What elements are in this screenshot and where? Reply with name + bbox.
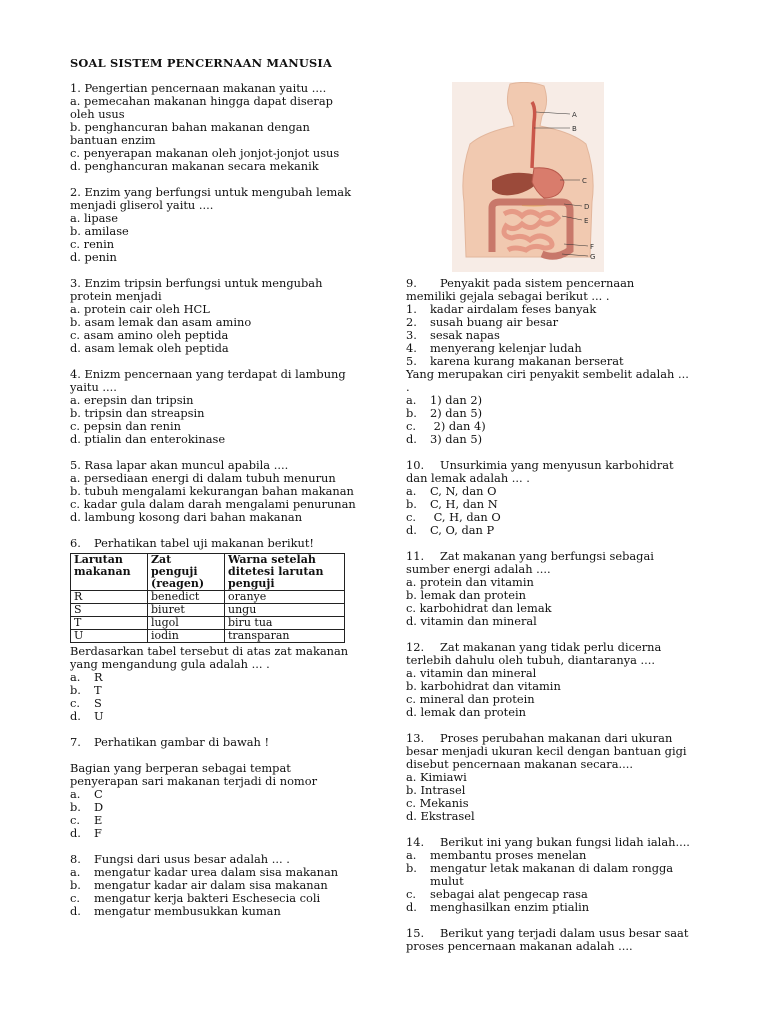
option xyxy=(406,901,716,914)
question-text: Berdasarkan tabel tersebut di atas zat makanan xyxy=(70,644,349,658)
option: d. vitamin dan mineral xyxy=(406,614,537,628)
question-15 xyxy=(406,927,716,953)
table-cell: biuret xyxy=(148,604,225,617)
option: d. lambung kosong dari bahan makanan xyxy=(70,510,303,524)
question-number: 8. xyxy=(70,852,81,866)
option-text: C xyxy=(94,787,103,801)
option xyxy=(70,905,370,918)
option xyxy=(406,433,716,446)
option-text: C, H, dan N xyxy=(430,497,498,511)
option: c. renin xyxy=(70,237,115,251)
question-number: 6. xyxy=(70,536,81,550)
question-stem: 4. Enizm pencernaan yang terdapat di lambung xyxy=(70,367,346,381)
option: b. tripsin dan streapsin xyxy=(70,406,205,420)
table-cell: U xyxy=(71,630,148,643)
option-letter: b. xyxy=(406,861,417,875)
option-letter: b. xyxy=(70,878,81,892)
option: oleh usus xyxy=(70,107,125,121)
option-text: mengatur kadar urea dalam sisa makanan xyxy=(94,865,339,879)
table-cell: transparan xyxy=(225,630,345,643)
figure-label-d: D xyxy=(584,203,590,211)
option: a. protein dan vitamin xyxy=(406,575,534,589)
question-text: Unsurkimia yang menyusun karbohidrat xyxy=(440,458,674,472)
table-cell: oranye xyxy=(225,591,345,604)
option xyxy=(70,697,370,710)
item-number: 4. xyxy=(406,341,417,355)
digestive-system-figure xyxy=(452,82,604,272)
item-number: 1. xyxy=(406,302,417,316)
table-cell: S xyxy=(71,604,148,617)
option: d. penin xyxy=(70,250,117,264)
option-text: mulut xyxy=(430,874,464,888)
question-stem: protein menjadi xyxy=(70,289,162,303)
option: d. ptialin dan enterokinase xyxy=(70,432,226,446)
option-text: F xyxy=(94,826,102,840)
option xyxy=(406,524,716,537)
option-letter: b. xyxy=(70,800,81,814)
question-text: Zat makanan yang berfungsi sebagai xyxy=(440,549,654,563)
question-4 xyxy=(70,368,370,446)
figure-label-c: C xyxy=(582,177,587,185)
question-text: Bagian yang berperan sebagai tempat xyxy=(70,761,291,775)
option-letter: c. xyxy=(406,510,417,524)
option: c. penyerapan makanan oleh jonjot-jonjot usus xyxy=(70,146,340,160)
question-6 xyxy=(70,537,370,723)
question-14 xyxy=(406,836,716,914)
option-text: C, H, dan O xyxy=(430,510,501,524)
option-letter: a. xyxy=(70,670,81,684)
option-letter: a. xyxy=(406,393,417,407)
option-text: R xyxy=(94,670,103,684)
question-stem xyxy=(70,537,370,550)
food-test-table xyxy=(70,553,345,643)
option-text: U xyxy=(94,709,104,723)
question-2 xyxy=(70,186,370,264)
figure-label-e: E xyxy=(584,217,589,225)
option: a. persediaan energi di dalam tubuh menurun xyxy=(70,471,336,485)
option: b. penghancuran bahan makanan dengan xyxy=(70,120,310,134)
option: a. protein cair oleh HCL xyxy=(70,302,210,316)
option-letter: d. xyxy=(70,826,81,840)
option-text: C, O, dan P xyxy=(430,523,495,537)
option: b. lemak dan protein xyxy=(406,588,526,602)
option-text: E xyxy=(94,813,103,827)
option-letter: a. xyxy=(70,787,81,801)
question-text: Berikut ini yang bukan fungsi lidah ialah.... xyxy=(440,835,690,849)
option-letter: d. xyxy=(70,904,81,918)
option: c. asam amino oleh peptida xyxy=(70,328,229,342)
question-text: besar menjadi ukuran kecil dengan bantuan gigi xyxy=(406,744,687,758)
option-letter: c. xyxy=(70,813,81,827)
option xyxy=(70,801,370,814)
option-text: mengatur kadar air dalam sisa makanan xyxy=(94,878,328,892)
question-10 xyxy=(406,459,716,537)
digestive-system-illustration xyxy=(452,82,604,272)
option xyxy=(70,788,370,801)
question-8 xyxy=(70,853,370,918)
option: a. vitamin dan mineral xyxy=(406,666,537,680)
question-text: Perhatikan tabel uji makanan berikut! xyxy=(94,536,315,550)
option-letter: c. xyxy=(70,696,81,710)
option-text: S xyxy=(94,696,102,710)
left-column xyxy=(70,82,370,931)
item-text: menyerang kelenjar ludah xyxy=(430,341,582,355)
option-text: 2) dan 4) xyxy=(430,419,486,433)
option-text: membantu proses menelan xyxy=(430,848,587,862)
option-letter: c. xyxy=(70,891,81,905)
option-letter: d. xyxy=(406,900,417,914)
question-number: 7. xyxy=(70,735,81,749)
item-number: 5. xyxy=(406,354,417,368)
question-5 xyxy=(70,459,370,524)
option-letter: d. xyxy=(406,523,417,537)
option-letter: c. xyxy=(406,887,417,901)
question-3 xyxy=(70,277,370,355)
question-number: 14. xyxy=(406,835,425,849)
option-letter: b. xyxy=(406,497,417,511)
option: d. lemak dan protein xyxy=(406,705,526,719)
option: c. kadar gula dalam darah mengalami penurunan xyxy=(70,497,356,511)
option: b. karbohidrat dan vitamin xyxy=(406,679,561,693)
option xyxy=(70,814,370,827)
question-12 xyxy=(406,641,716,719)
item-text: karena kurang makanan berserat xyxy=(430,354,624,368)
question-stem xyxy=(70,736,370,749)
question-stem: 2. Enzim yang berfungsi untuk mengubah lemak xyxy=(70,185,351,199)
question-text: Yang merupakan ciri penyakit sembelit adalah ... xyxy=(406,367,689,381)
option-letter: a. xyxy=(406,848,417,862)
option-letter: d. xyxy=(70,709,81,723)
table-header-row xyxy=(71,554,345,591)
table-row xyxy=(71,630,345,643)
question-number: 13. xyxy=(406,731,425,745)
option-letter: b. xyxy=(406,406,417,420)
figure-label-g: G xyxy=(590,253,596,261)
option: a. lipase xyxy=(70,211,118,225)
option: b. tubuh mengalami kekurangan bahan makanan xyxy=(70,484,354,498)
question-11 xyxy=(406,550,716,628)
option: d. Ekstrasel xyxy=(406,809,475,823)
option: b. Intrasel xyxy=(406,783,466,797)
table-cell: T xyxy=(71,617,148,630)
option-text: sebagai alat pengecap rasa xyxy=(430,887,588,901)
question-text: Berikut yang terjadi dalam usus besar saat xyxy=(440,926,689,940)
option: d. penghancuran makanan secara mekanik xyxy=(70,159,319,173)
option xyxy=(70,710,370,723)
item-text: susah buang air besar xyxy=(430,315,559,329)
table-row xyxy=(71,591,345,604)
question-text: Proses perubahan makanan dari ukuran xyxy=(440,731,673,745)
option-text: T xyxy=(94,683,102,697)
question-1 xyxy=(70,82,370,173)
item-number: 2. xyxy=(406,315,417,329)
option-text: 1) dan 2) xyxy=(430,393,483,407)
question-number: 11. xyxy=(406,549,425,563)
table-header: Zat penguji (reagen) xyxy=(148,554,225,591)
table-row xyxy=(71,617,345,630)
question-text: . xyxy=(406,380,410,394)
option-text: 2) dan 5) xyxy=(430,406,483,420)
question-text: Zat makanan yang tidak perlu dicerna xyxy=(440,640,662,654)
option-text: menghasilkan enzim ptialin xyxy=(430,900,590,914)
option-letter: a. xyxy=(406,484,417,498)
question-7 xyxy=(70,736,370,840)
table-cell: lugol xyxy=(148,617,225,630)
question-number: 9. xyxy=(406,276,417,290)
question-text: sumber energi adalah .... xyxy=(406,562,551,576)
question-text: disebut pencernaan makanan secara.... xyxy=(406,757,634,771)
option-text: mengatur membusukkan kuman xyxy=(94,904,281,918)
option: b. asam lemak dan asam amino xyxy=(70,315,252,329)
option xyxy=(70,671,370,684)
table-header: Larutan makanan xyxy=(71,554,148,591)
question-stem: menjadi gliserol yaitu .... xyxy=(70,198,214,212)
question-number: 10. xyxy=(406,458,425,472)
question-text: penyerapan sari makanan terjadi di nomor xyxy=(70,774,318,788)
question-stem: 5. Rasa lapar akan muncul apabila .... xyxy=(70,458,289,472)
question-stem: yaitu .... xyxy=(70,380,117,394)
question-number: 12. xyxy=(406,640,425,654)
figure-label-b: B xyxy=(572,125,577,133)
question-text: proses pencernaan makanan adalah .... xyxy=(406,939,633,953)
option: a. pemecahan makanan hingga dapat diserap xyxy=(70,94,333,108)
option: d. asam lemak oleh peptida xyxy=(70,341,229,355)
question-9 xyxy=(406,277,716,446)
question-text: yang mengandung gula adalah ... . xyxy=(70,657,270,671)
right-column xyxy=(406,277,716,966)
question-13 xyxy=(406,732,716,823)
option-letter: a. xyxy=(70,865,81,879)
option-text: mengatur letak makanan di dalam rongga xyxy=(430,861,674,875)
table-cell: benedict xyxy=(148,591,225,604)
option-text: mengatur kerja bakteri Eschesecia coli xyxy=(94,891,321,905)
page-title: SOAL SISTEM PENCERNAAN MANUSIA xyxy=(70,56,332,70)
option: c. karbohidrat dan lemak xyxy=(406,601,552,615)
item-text: kadar airdalam feses banyak xyxy=(430,302,597,316)
option: bantuan enzim xyxy=(70,133,156,147)
table-cell: ungu xyxy=(225,604,345,617)
question-text: Perhatikan gambar di bawah ! xyxy=(94,735,270,749)
option: c. Mekanis xyxy=(406,796,469,810)
question-text: memiliki gejala sebagai berikut ... . xyxy=(406,289,610,303)
option-letter: d. xyxy=(406,432,417,446)
option: c. mineral dan protein xyxy=(406,692,535,706)
option: b. amilase xyxy=(70,224,129,238)
question-stem: 3. Enzim tripsin berfungsi untuk mengubah xyxy=(70,276,323,290)
option-text: 3) dan 5) xyxy=(430,432,483,446)
option-text: C, N, dan O xyxy=(430,484,497,498)
figure-label-f: F xyxy=(590,243,595,251)
question-number: 15. xyxy=(406,926,425,940)
figure-label-a: A xyxy=(572,111,577,119)
item-number: 3. xyxy=(406,328,417,342)
option: a. Kimiawi xyxy=(406,770,467,784)
question-stem: 1. Pengertian pencernaan makanan yaitu .... xyxy=(70,81,327,95)
option-text: D xyxy=(94,800,104,814)
table-cell: R xyxy=(71,591,148,604)
question-text: dan lemak adalah ... . xyxy=(406,471,530,485)
option: a. erepsin dan tripsin xyxy=(70,393,194,407)
option xyxy=(70,684,370,697)
table-header: Warna setelah ditetesi larutan penguji xyxy=(225,554,345,591)
option-letter: b. xyxy=(70,683,81,697)
option-letter: c. xyxy=(406,419,417,433)
table-row xyxy=(71,604,345,617)
question-text: terlebih dahulu oleh tubuh, diantaranya .... xyxy=(406,653,656,667)
body-outline xyxy=(463,82,593,257)
question-text: Penyakit pada sistem pencernaan xyxy=(440,276,635,290)
question-text: Fungsi dari usus besar adalah ... . xyxy=(94,852,290,866)
table-cell: iodin xyxy=(148,630,225,643)
option xyxy=(70,827,370,840)
table-cell: biru tua xyxy=(225,617,345,630)
item-text: sesak napas xyxy=(430,328,500,342)
option: c. pepsin dan renin xyxy=(70,419,181,433)
